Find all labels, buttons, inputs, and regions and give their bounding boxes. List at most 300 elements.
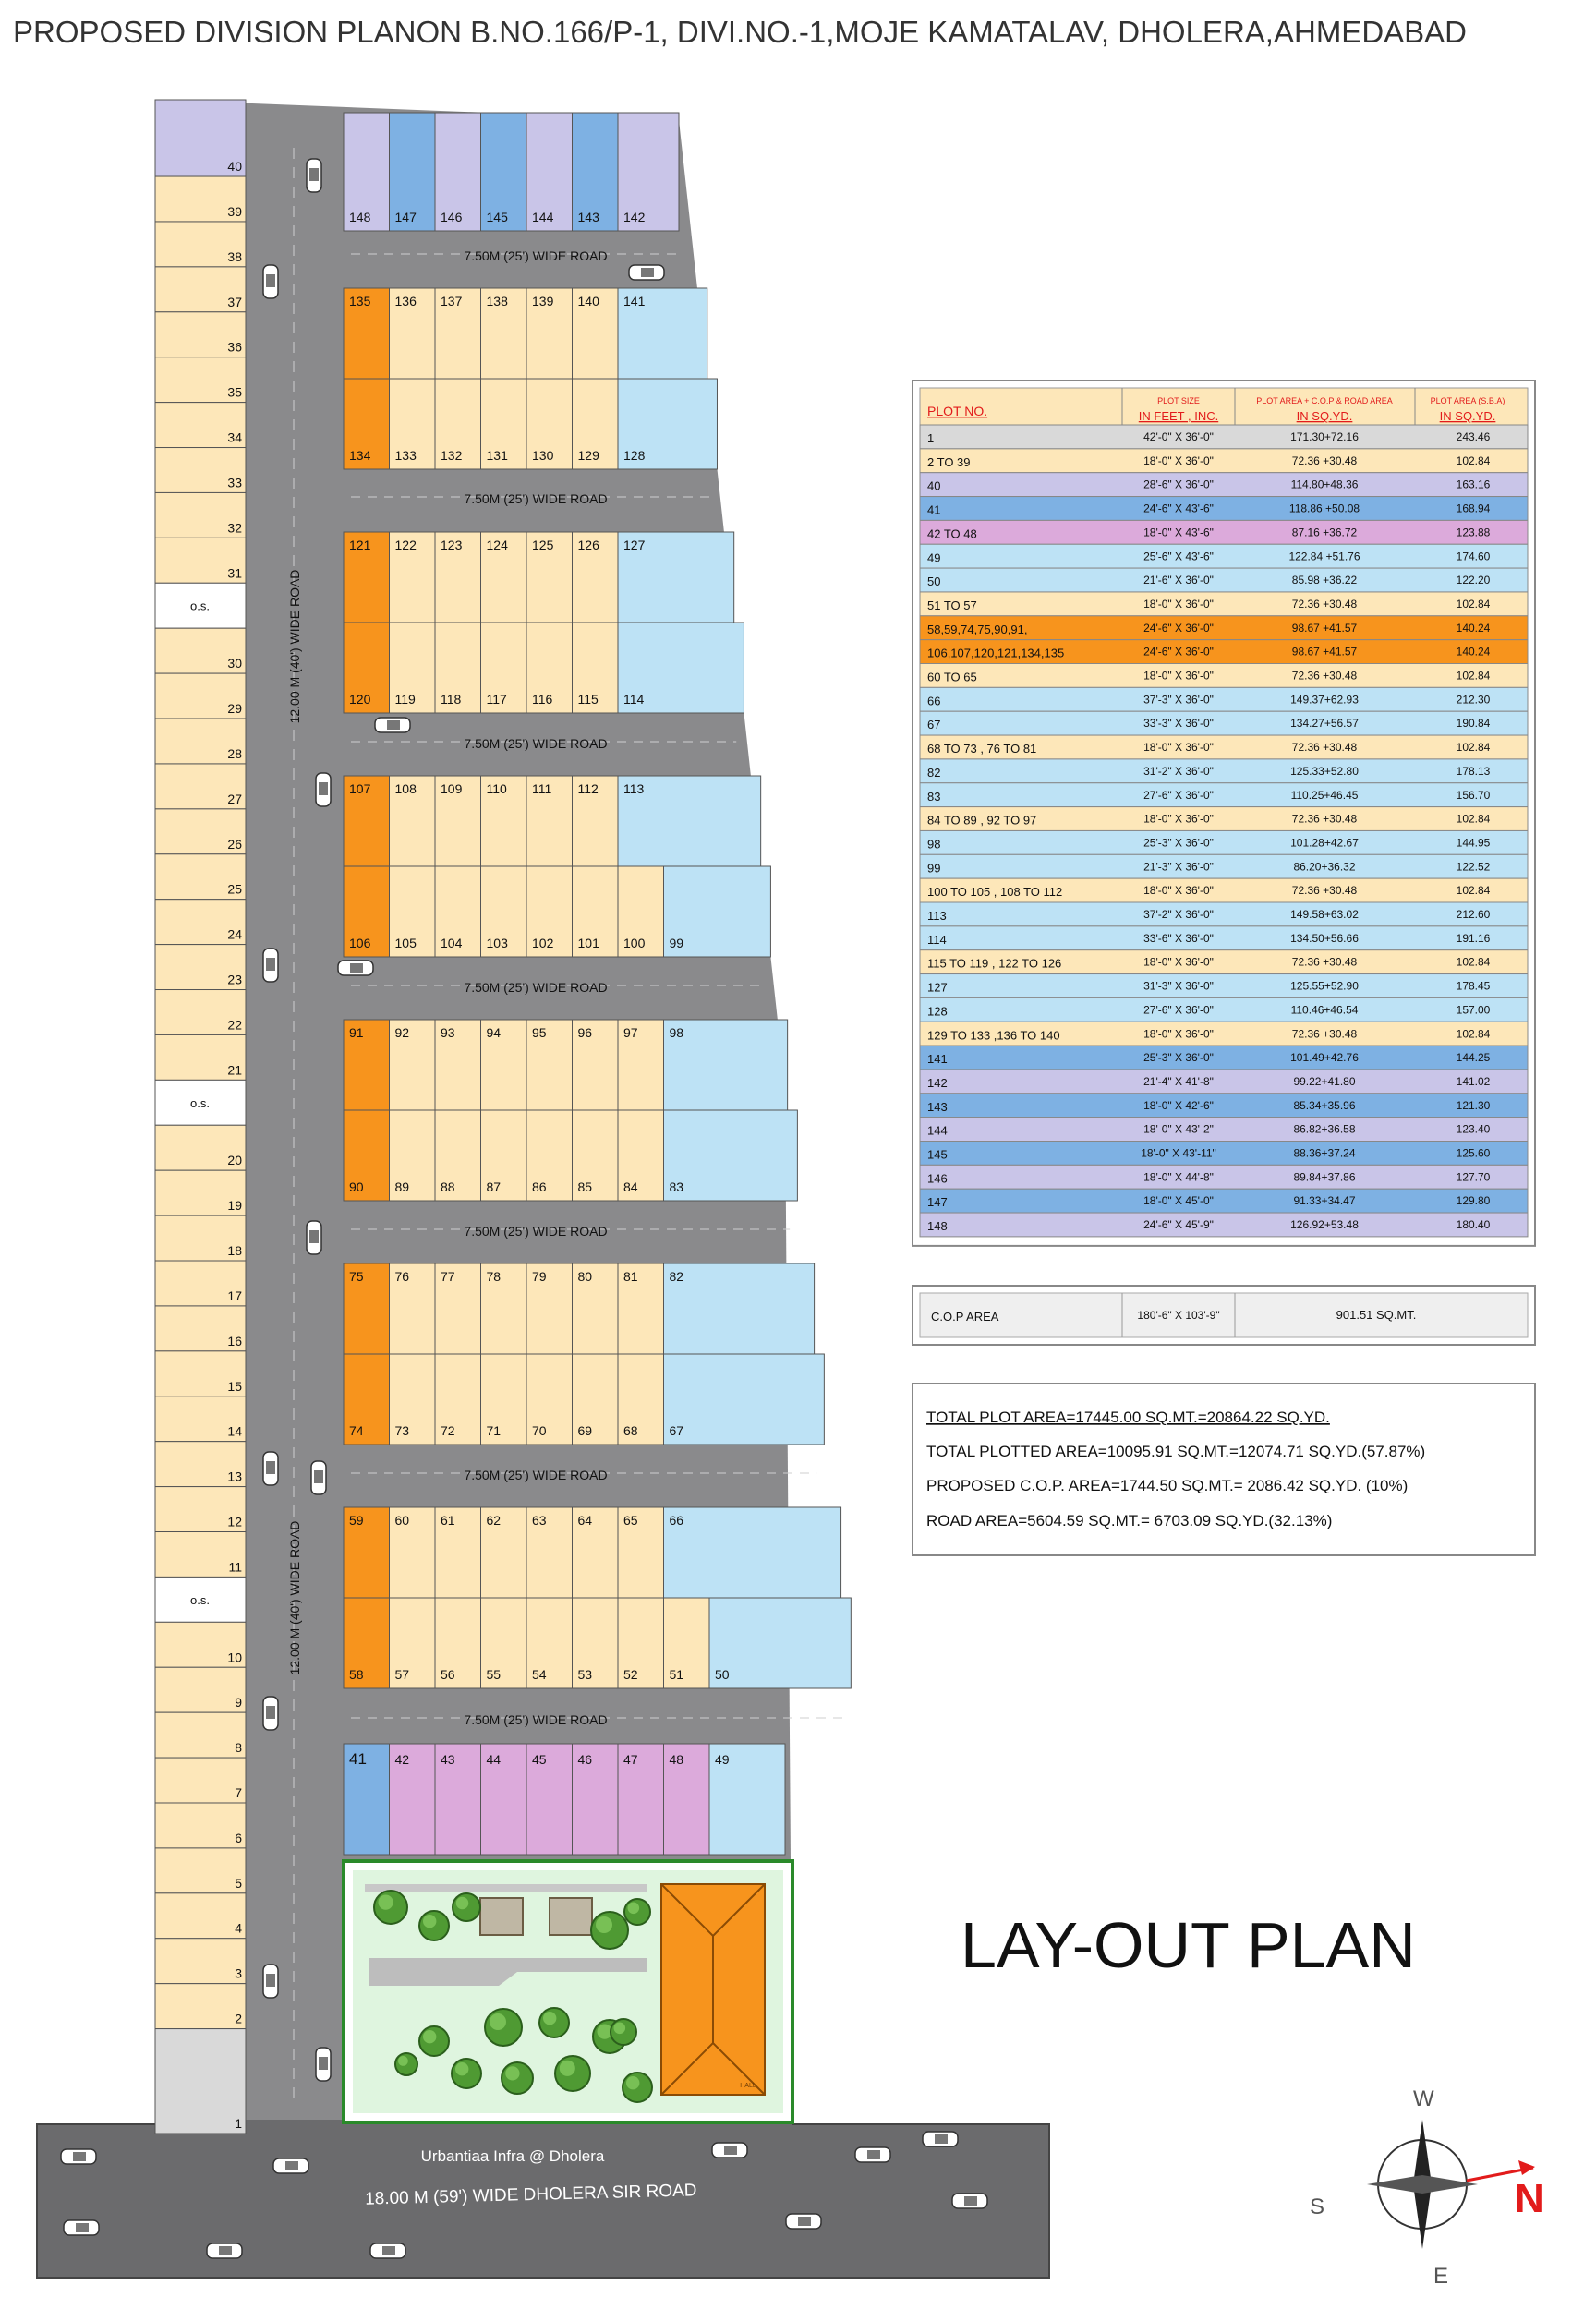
plot-number: 14 [227,1423,242,1439]
main-road-label: 12.00 M (40') WIDE ROAD [287,1520,302,1675]
cell-sba: 140.24 [1456,621,1491,635]
cell-size: 33'-6" X 36'-0" [1143,931,1214,945]
plot-number: 104 [441,936,463,950]
header-area: PLOT AREA + C.O.P & ROAD AREA [1256,396,1393,405]
car-window [314,1470,323,1483]
cell-size: 21'-4" X 41'-8" [1143,1074,1214,1088]
car-window [964,2196,977,2206]
plot-number: 145 [486,210,508,224]
garden-bench [480,1898,523,1935]
cell-plot: 60 TO 65 [927,670,977,684]
car-window [641,268,654,277]
plot-number: 7 [235,1784,242,1800]
cell-area: 89.84+37.86 [1293,1170,1356,1184]
cell-sba: 212.30 [1456,693,1491,707]
plot-number: 57 [394,1667,410,1682]
plot-number: 140 [577,294,599,308]
plot-number: 8 [235,1740,242,1756]
cell-sba: 123.40 [1456,1122,1491,1136]
plot-number: 24 [227,926,242,942]
plot-number: 15 [227,1378,242,1394]
car-window [285,2161,298,2170]
cell-size: 18'-0" X 36'-0" [1143,884,1214,898]
plot-number: 85 [577,1179,593,1194]
tree-highlight [596,1916,612,1933]
cell-plot: 148 [927,1219,948,1234]
tree-highlight [456,1897,469,1910]
plot-number: 45 [532,1752,547,1767]
plot-left-3 [155,1939,246,1984]
plot-left-6 [155,1803,246,1848]
plot-number: 27 [227,791,242,806]
plot-number: 63 [532,1513,547,1528]
table-row [920,1213,1528,1237]
cell-sba: 163.16 [1456,478,1491,491]
plot-number: 102 [532,936,554,950]
cell-plot: 141 [927,1052,948,1067]
plot-number: 12 [227,1514,242,1529]
cell-area: 98.67 +41.57 [1291,645,1358,659]
header-sba: PLOT AREA (S.B.A) [1430,396,1505,405]
table-row [920,783,1528,807]
plot-number: 88 [441,1179,455,1194]
plot-number: 40 [227,159,242,175]
cell-plot: 84 TO 89 , 92 TO 97 [927,813,1037,828]
cell-plot: 113 [927,909,947,923]
plot-number: 117 [486,692,507,707]
table-row [920,997,1528,1022]
plot-left-2 [155,1984,246,2029]
plot-number: 79 [532,1269,547,1284]
cell-size: 25'-6" X 43'-6" [1143,550,1214,563]
cell-plot: 99 [927,861,941,876]
cell-sba: 144.95 [1456,836,1491,850]
car-window [76,2223,89,2232]
cop-size: 180'-6" X 103'-9" [1137,1309,1220,1322]
open-space-label: o.s. [190,1095,210,1110]
table-row [920,1189,1528,1213]
cell-plot: 66 [927,694,941,708]
tree-highlight [626,2076,639,2089]
plot-number: 76 [394,1269,410,1284]
cell-area: 72.36 +30.48 [1291,669,1358,683]
plot-number: 87 [486,1179,502,1194]
compass-n: N [1515,2176,1544,2221]
open-space-label: o.s. [190,598,210,613]
cell-sba: 102.84 [1456,741,1491,755]
summary-line: PROPOSED C.O.P. AREA=1744.50 SQ.MT.= 2086.42 SQ.YD. (10%) [926,1477,1409,1494]
cell-size: 25'-3" X 36'-0" [1143,836,1214,850]
cell-area: 72.36 +30.48 [1291,884,1358,898]
plot-number: 55 [486,1667,502,1682]
cell-area: 85.98 +36.22 [1291,574,1358,587]
cell-area: 72.36 +30.48 [1291,812,1358,826]
cell-plot: 127 [927,980,948,995]
plot-left-1 [155,2029,246,2134]
plot-number: 19 [227,1198,242,1214]
plot-number: 49 [715,1752,730,1767]
car-window [387,720,400,730]
plot-number: 141 [623,294,646,308]
table-row [920,449,1528,473]
cell-area: 122.84 +51.76 [1288,550,1360,563]
plot-number: 142 [623,210,646,224]
cell-sba: 102.84 [1456,1027,1491,1041]
plot-number: 47 [623,1752,638,1767]
car-window [309,168,319,181]
plot-number: 97 [623,1025,638,1040]
compass-w: W [1413,2086,1434,2111]
plot-number: 28 [227,745,242,761]
car-window [724,2146,737,2155]
cell-area: 149.58+63.02 [1290,908,1359,921]
cell-size: 18'-0" X 45'-0" [1143,1194,1214,1208]
cell-sba: 212.60 [1456,908,1491,921]
plot-number: 122 [394,538,417,552]
plot-number: 37 [227,294,242,309]
plot-number: 108 [394,781,417,796]
car-window [382,2246,395,2255]
plot-number: 46 [577,1752,593,1767]
tree-highlight [628,1903,640,1915]
plot-number: 54 [532,1667,547,1682]
north-arrow-icon [1518,2160,1535,2175]
plot-number: 38 [227,248,242,264]
cell-area: 72.36 +30.48 [1291,453,1358,467]
car-window [266,1706,275,1719]
cell-plot: 114 [927,932,947,947]
hall-label: HALL [740,2083,756,2089]
plot-number: 120 [349,692,371,707]
plot-number: 99 [669,936,684,950]
plot-number: 131 [486,448,508,463]
plot-number: 44 [486,1752,502,1767]
cell-plot: 144 [927,1123,948,1138]
car-window [266,1461,275,1474]
table-row [920,520,1528,544]
plot-left-4 [155,1893,246,1939]
plot-number: 56 [441,1667,455,1682]
plot-number: 125 [532,538,554,552]
plot-number: 30 [227,656,242,671]
tree-highlight [423,1915,436,1928]
plot-number: 95 [532,1025,547,1040]
cell-plot: 142 [927,1075,948,1090]
cell-area: 110.46+46.54 [1290,1003,1359,1017]
table-row [920,1142,1528,1166]
plot-number: 113 [623,781,645,796]
cell-sba: 102.84 [1456,669,1491,683]
cell-sba: 191.16 [1456,931,1491,945]
cell-area: 101.49+42.76 [1290,1051,1359,1065]
plot-number: 93 [441,1025,455,1040]
cell-size: 18'-0" X 43'-6" [1143,526,1214,539]
plot-number: 146 [441,210,463,224]
tree-highlight [379,1895,393,1910]
plot-number: 137 [441,294,463,308]
cell-area: 126.92+53.48 [1290,1218,1359,1232]
cell-sba: 156.70 [1456,788,1491,802]
cell-sba: 102.84 [1456,884,1491,898]
header-plot-no: PLOT NO. [927,404,988,418]
car-window [867,2150,880,2159]
cell-size: 18'-0" X 36'-0" [1143,669,1214,683]
open-space-label: o.s. [190,1592,210,1607]
plot-number: 21 [227,1062,242,1078]
cell-plot: 67 [927,718,941,732]
summary-line: TOTAL PLOTTED AREA=10095.91 SQ.MT.=12074.71 SQ.YD.(57.87%) [926,1443,1426,1460]
plot-number: 50 [715,1667,730,1682]
cell-plot: 49 [927,550,941,565]
cell-size: 42'-0" X 36'-0" [1143,430,1214,443]
plot-number: 138 [486,294,508,308]
plot-number: 110 [486,781,507,796]
cell-area: 86.82+36.58 [1293,1122,1356,1136]
plot-number: 58 [349,1667,364,1682]
cell-sba: 180.40 [1456,1218,1491,1232]
table-row [920,687,1528,711]
plot-number: 124 [486,538,508,552]
table-row [920,926,1528,950]
cell-size: 18'-0" X 44'-8" [1143,1170,1214,1184]
plot-82 [664,1263,815,1354]
plot-number: 29 [227,701,242,717]
car-window [798,2217,811,2226]
plot-number: 17 [227,1288,242,1303]
plot-number: 101 [577,936,599,950]
plot-number: 115 [577,692,598,707]
plot-number: 10 [227,1650,242,1665]
plot-number: 26 [227,836,242,852]
cell-area: 99.22+41.80 [1293,1074,1356,1088]
cell-plot: 146 [927,1171,948,1186]
table-row [920,473,1528,497]
plot-number: 71 [486,1423,502,1438]
cell-sba: 168.94 [1456,502,1491,515]
table-row [920,1165,1528,1189]
plot-number: 112 [577,781,598,796]
table-row [920,974,1528,998]
cell-plot: 51 TO 57 [927,598,977,612]
cell-plot: 50 [927,574,941,589]
plot-number: 73 [394,1423,410,1438]
cell-sba: 157.00 [1456,1003,1491,1017]
cell-area: 87.16 +36.72 [1291,526,1358,539]
table-row [920,568,1528,592]
area-table-header [920,388,1528,425]
plot-number: 109 [441,781,463,796]
cell-size: 25'-3" X 36'-0" [1143,1051,1214,1065]
plot-number: 143 [577,210,599,224]
tree-highlight [614,2023,626,2035]
plot-number: 34 [227,429,242,445]
table-row [920,1070,1528,1094]
internal-road-label: 7.50M (25') WIDE ROAD [464,1468,608,1482]
plot-number: 129 [577,448,599,463]
plot-number: 67 [669,1423,684,1438]
cell-plot: 129 TO 133 ,136 TO 140 [927,1028,1060,1043]
cell-size: 18'-0" X 36'-0" [1143,1027,1214,1041]
car-window [935,2134,948,2144]
plot-number: 92 [394,1025,410,1040]
compass-e: E [1433,2264,1449,2289]
cell-sba: 141.02 [1456,1074,1491,1088]
cell-area: 72.36 +30.48 [1291,955,1358,969]
car-window [319,2057,328,2070]
plot-number: 52 [623,1667,638,1682]
plot-number: 75 [349,1269,364,1284]
table-row [920,1118,1528,1142]
plot-number: 60 [394,1513,410,1528]
cell-area: 88.36+37.24 [1293,1146,1356,1160]
cell-plot: 143 [927,1099,948,1114]
plot-number: 23 [227,972,242,987]
plot-number: 96 [577,1025,593,1040]
cell-area: 149.37+62.93 [1290,693,1359,707]
cell-size: 28'-6" X 36'-0" [1143,478,1214,491]
cell-sba: 102.84 [1456,597,1491,611]
plot-number: 136 [394,294,417,308]
plot-number: 111 [532,781,552,796]
cell-size: 24'-6" X 43'-6" [1143,502,1214,515]
internal-road-label: 7.50M (25') WIDE ROAD [464,736,608,751]
garden-bench [550,1898,592,1935]
plot-number: 18 [227,1243,242,1259]
cell-area: 118.86 +50.08 [1288,502,1360,515]
plot-number: 132 [441,448,463,463]
plot-number: 33 [227,475,242,490]
cell-size: 24'-6" X 36'-0" [1143,621,1214,635]
plot-67 [664,1354,825,1445]
cop-box-inner [920,1293,1528,1337]
plot-number: 42 [394,1752,410,1767]
table-row [920,497,1528,521]
cell-plot: 1 [927,431,935,445]
plot-number: 134 [349,448,371,463]
cell-area: 91.33+34.47 [1293,1194,1356,1208]
cell-area: 72.36 +30.48 [1291,741,1358,755]
cell-plot: 40 [927,478,941,493]
cell-size: 18'-0" X 42'-6" [1143,1098,1214,1112]
cell-plot: 100 TO 105 , 108 TO 112 [927,885,1063,900]
plot-number: 135 [349,294,371,308]
cell-plot: 128 [927,1004,948,1019]
cell-size: 18'-0" X 36'-0" [1143,741,1214,755]
cell-plot: 83 [927,789,941,804]
cell-sba: 122.52 [1456,860,1491,874]
cell-area: 101.28+42.67 [1290,836,1359,850]
cell-size: 24'-6" X 36'-0" [1143,645,1214,659]
cell-sba: 144.25 [1456,1051,1491,1065]
plot-number: 82 [669,1269,684,1284]
plot-number: 13 [227,1469,242,1484]
cell-size: 27'-6" X 36'-0" [1143,1003,1214,1017]
plot-number: 123 [441,538,463,552]
internal-road-label: 7.50M (25') WIDE ROAD [464,491,608,506]
cell-sba: 129.80 [1456,1194,1491,1208]
plot-number: 36 [227,339,242,355]
plot-number: 41 [349,1750,367,1768]
plot-number: 4 [235,1920,242,1936]
plot-number: 25 [227,881,242,897]
tree-highlight [423,2030,436,2043]
internal-road-label: 7.50M (25') WIDE ROAD [464,1712,608,1727]
cell-size: 21'-3" X 36'-0" [1143,860,1214,874]
internal-road-label: 7.50M (25') WIDE ROAD [464,248,608,263]
table-row [920,664,1528,688]
compass-needle-ew [1367,2175,1478,2194]
cell-sba: 127.70 [1456,1170,1491,1184]
cell-sba: 102.84 [1456,812,1491,826]
cell-size: 37'-2" X 36'-0" [1143,908,1214,921]
plot-number: 5 [235,1875,242,1891]
cell-sba: 121.30 [1456,1098,1491,1112]
tree-highlight [398,2056,408,2066]
car-window [219,2246,232,2255]
cell-sba: 123.88 [1456,526,1491,539]
cell-size: 37'-3" X 36'-0" [1143,693,1214,707]
tree-highlight [560,2061,575,2076]
car-window [266,958,275,971]
cop-label: C.O.P AREA [931,1310,999,1324]
plot-number: 90 [349,1179,364,1194]
plot-number: 119 [394,692,416,707]
header-size-unit: IN FEET , INC. [1138,409,1219,423]
cell-plot: 115 TO 119 , 122 TO 126 [927,956,1062,971]
plot-50 [709,1598,851,1688]
plot-number: 94 [486,1025,502,1040]
plot-number: 64 [577,1513,593,1528]
plot-number: 147 [394,210,417,224]
cell-plot: 42 TO 48 [927,526,977,541]
cell-size: 21'-6" X 36'-0" [1143,574,1214,587]
plot-83 [664,1110,798,1201]
plot-number: 114 [623,692,645,707]
cell-sba: 178.13 [1456,764,1491,778]
plot-number: 78 [486,1269,502,1284]
cell-size: 18'-0" X 36'-0" [1143,597,1214,611]
plot-number: 89 [394,1179,410,1194]
plot-number: 133 [394,448,417,463]
compass-s: S [1310,2194,1325,2219]
car-window [350,963,363,973]
cell-sba: 122.20 [1456,574,1491,587]
table-row [920,592,1528,616]
plot-left-7 [155,1758,246,1803]
plot-number: 130 [532,448,554,463]
plot-number: 74 [349,1423,364,1438]
summary-line: TOTAL PLOT AREA=17445.00 SQ.MT.=20864.22 SQ.YD. [926,1408,1330,1426]
plot-number: 66 [669,1513,684,1528]
cell-plot: 98 [927,837,941,852]
tree-highlight [490,2013,506,2030]
car-window [266,274,275,287]
plot-number: 98 [669,1025,684,1040]
table-row [920,830,1528,854]
plot-number: 16 [227,1333,242,1348]
table-row [920,1046,1528,1070]
cell-size: 31'-2" X 36'-0" [1143,764,1214,778]
internal-road-label: 7.50M (25') WIDE ROAD [464,1224,608,1239]
cell-size: 18'-0" X 43'-2" [1143,1122,1214,1136]
plot-number: 31 [227,565,242,581]
plot-number: 51 [669,1667,684,1682]
cell-area: 85.34+35.96 [1293,1098,1356,1112]
tree-highlight [505,2066,519,2080]
garden-path [365,1884,647,1892]
plot-number: 6 [235,1830,242,1845]
header-sba-unit: IN SQ.YD. [1439,409,1496,423]
